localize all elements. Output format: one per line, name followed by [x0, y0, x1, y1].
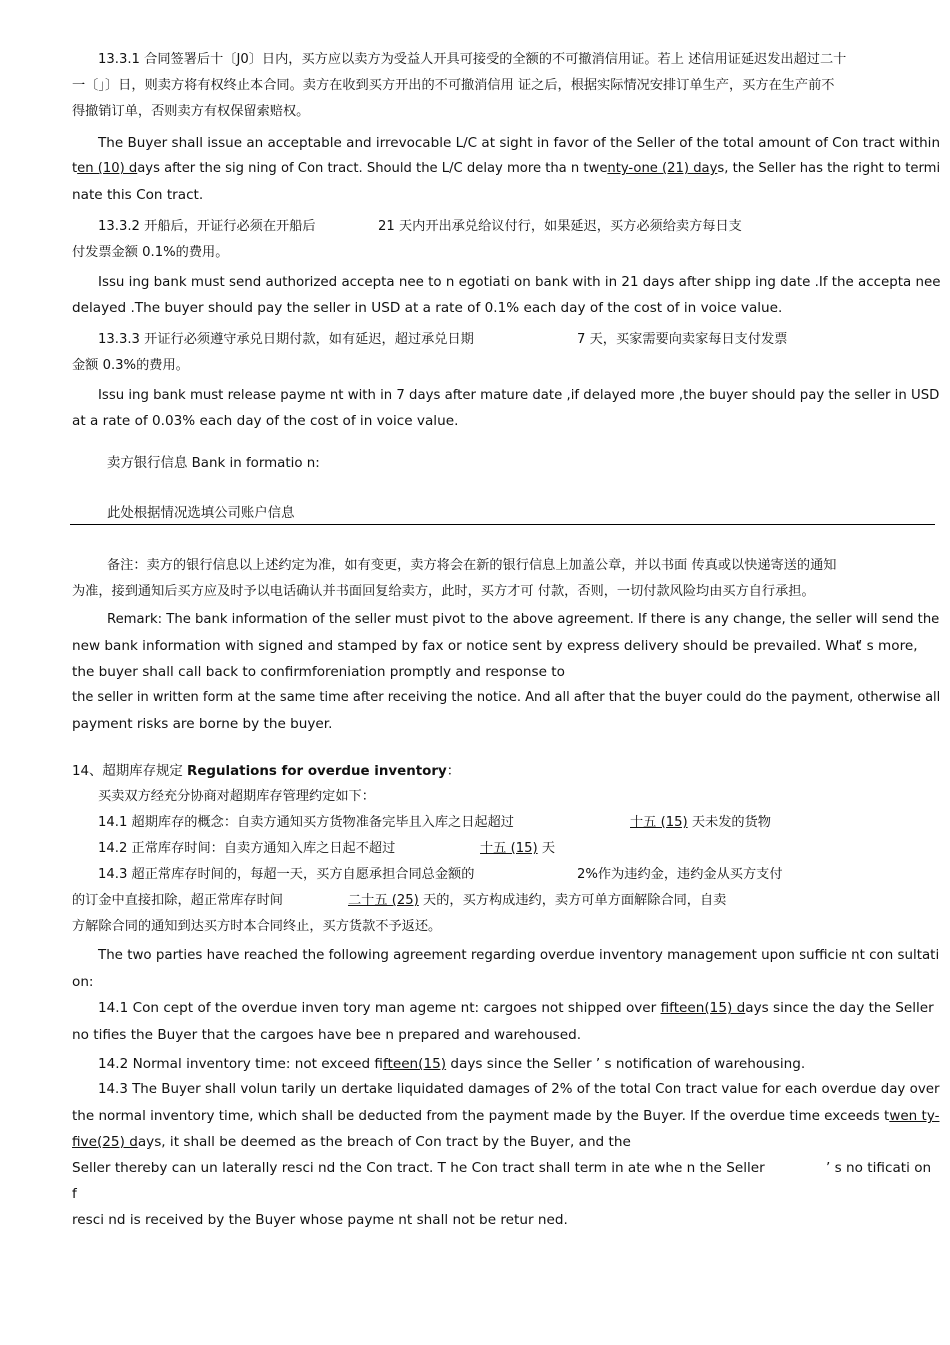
clause-14-1-zh-b: 十五 (15) 天未发的货物 — [630, 815, 771, 830]
clause-14-3-zh-c: 的订金中直接扣除，超正常库存时间 — [72, 893, 283, 908]
bank-info-fill-text: 此处根据情况选填公司账户信息 — [107, 506, 295, 521]
clause-14-3-en-line2: the normal inventory time, which shall be deducted from the payment made by the Buyer. If the overdue time exceeds twen ty- — [72, 1108, 940, 1124]
clause-14-3-en-line4a: Seller thereby can un laterally resci nd the Con tract. T he Con tract shall term in ate whe n the Seller — [72, 1160, 765, 1176]
remark-zh-line1: 备注：卖方的银行信息以上述约定为准，如有变更，卖方将会在新的银行信息上加盖公章，并以书面 传真或以快递寄送的通知 — [107, 558, 837, 573]
clause-14-3-en-line5: f — [72, 1186, 77, 1202]
clause-14-1-zh-a: 14.1 超期库存的概念：自卖方通知买方货物准备完毕且入库之日起超过 — [98, 815, 514, 830]
section-14-heading: 14、超期库存规定 Regulations for overdue inventory： — [72, 764, 461, 779]
clause-14-3-en-line3: five(25) days, it shall be deemed as the breach of Con tract by the Buyer, and the — [72, 1134, 631, 1150]
clause-14-3-zh-f: 方解除合同的通知到达买方时本合同终止，买方货款不予返还。 — [72, 919, 442, 934]
clause-13-3-1-zh-line2: 一〔」〕日，则卖方将有权终止本合同。卖方在收到买方开出的不可撤消信用 证之后，根据实际情况安排订单生产，买方在生产前不 — [72, 78, 835, 93]
clause-13-3-1-en-line1: The Buyer shall issue an acceptable and irrevocable L/C at sight in favor of the Seller of the total amount of Con tract within — [98, 135, 941, 151]
clause-13-3-1-zh-line3: 得撤销订单，否则卖方有权保留索赔权。 — [72, 104, 310, 119]
clause-13-3-2-en-line1: Issu ing bank must send authorized accepta nee to n egotiati on bank with in 21 days after shipp ing date .If the accepta nee — [98, 275, 941, 290]
clause-14-1-en-line2: no tifies the Buyer that the cargoes have bee n prepared and warehoused. — [72, 1027, 582, 1043]
clause-14-3-zh-a: 14.3 超正常库存时间的，每超一天，买方自愿承担合同总金额的 — [98, 867, 475, 882]
clause-14-2-en: 14.2 Normal inventory time: not exceed fifteen(15) days since the Seller ’ s notification of warehousing. — [98, 1056, 806, 1072]
clause-13-3-2-zh-line2: 付发票金额 0.1%的费用。 — [72, 245, 229, 260]
clause-14-3-en-line1: 14.3 The Buyer shall volun tarily un dertake liquidated damages of 2% of the total Con tract value for each overdue day over — [98, 1082, 940, 1097]
clause-14-3-zh-d: 二十五 (25) 天的，买方构成违约，卖方可单方面解除合同，自卖 — [348, 893, 727, 908]
clause-14-1-en-line1: 14.1 Con cept of the overdue inven tory man ageme nt: cargoes not shipped over fifteen(15) days since the day the Seller — [98, 1000, 934, 1016]
clause-13-3-2-zh-line1a: 13.3.2 开船后，开证行必须在开船后 — [98, 219, 316, 234]
clause-14-2-zh-b: 十五 (15) 天 — [480, 841, 556, 856]
clause-13-3-3-en-line1: Issu ing bank must release payme nt with in 7 days after mature date ,if delayed more ,the buyer should pay the seller in USD — [98, 388, 940, 403]
remark-en-line1: Remark: The bank information of the seller must pivot to the above agreement. If there is any change, the seller will send the — [107, 612, 940, 627]
remark-zh-line2: 为准，接到通知后买方应及时予以电话确认并书面回复给卖方，此时，买方才可 付款，否则，一切付款风险均由买方自行承担。 — [72, 584, 815, 599]
clause-13-3-3-en-line2: at a rate of 0.03% each day of the cost of in voice value. — [72, 413, 459, 429]
clause-14-3-en-line4b: ’ s no tificati on — [826, 1160, 932, 1176]
remark-en-line5: payment risks are borne by the buyer. — [72, 716, 333, 732]
clause-13-3-3-zh-line2: 金额 0.3%的费用。 — [72, 358, 189, 373]
clause-14-3-en-line6: resci nd is received by the Buyer whose payme nt shall not be retur ned. — [72, 1212, 568, 1228]
clause-13-3-1-zh-line1: 13.3.1 合同签署后十〔J0〕日内，买方应以卖方为受益人开具可接受的全额的不可撤消信用证。若上 述信用证延迟发出超过二十 — [98, 52, 847, 67]
section-14-intro-en-line2: on: — [72, 974, 94, 990]
bank-info-label: 卖方银行信息 Bank in formatio n: — [107, 456, 320, 471]
section-14-intro-zh: 买卖双方经充分协商对超期库存管理约定如下： — [98, 789, 375, 804]
clause-13-3-1-en-line3: nate this Con tract. — [72, 187, 204, 203]
remark-en-line3: the buyer shall call back to confirmforeniation promptly and response to — [72, 664, 565, 680]
bank-info-underline — [70, 524, 935, 525]
clause-13-3-2-zh-line1b: 21 天内开出承兑给议付行，如果延迟，买方必须给卖方每日支 — [378, 219, 742, 234]
clause-14-2-zh-a: 14.2 正常库存时间：自卖方通知入库之日起不超过 — [98, 841, 396, 856]
clause-13-3-2-en-line2: delayed .The buyer should pay the seller in USD at a rate of 0.1% each day of the cost of in voice value. — [72, 300, 783, 316]
clause-14-3-zh-b: 2%作为违约金，违约金从买方支付 — [577, 867, 783, 882]
section-14-intro-en-line1: The two parties have reached the following agreement regarding overdue inventory management upon sufficie nt con sultati — [98, 948, 940, 963]
clause-13-3-1-en-line2: ten (10) days after the sig ning of Con tract. Should the L/C delay more tha n twenty-one (21) days, the Seller has the right to termi — [72, 161, 941, 176]
remark-en-line4: the seller in written form at the same time after receiving the notice. And all after that the buyer could do the payment, otherwise all — [72, 690, 941, 705]
remark-en-line2a: new bank information with signed and stamped by fax or notice sent by express delivery should be prevailed. What — [72, 638, 862, 654]
remark-en-line2b: ’ s more, — [858, 638, 918, 654]
clause-13-3-3-zh-line1a: 13.3.3 开证行必须遵守承兑日期付款，如有延迟，超过承兑日期 — [98, 332, 474, 347]
clause-13-3-3-zh-line1b: 7 天，买家需要向卖家每日支付发票 — [577, 332, 788, 347]
